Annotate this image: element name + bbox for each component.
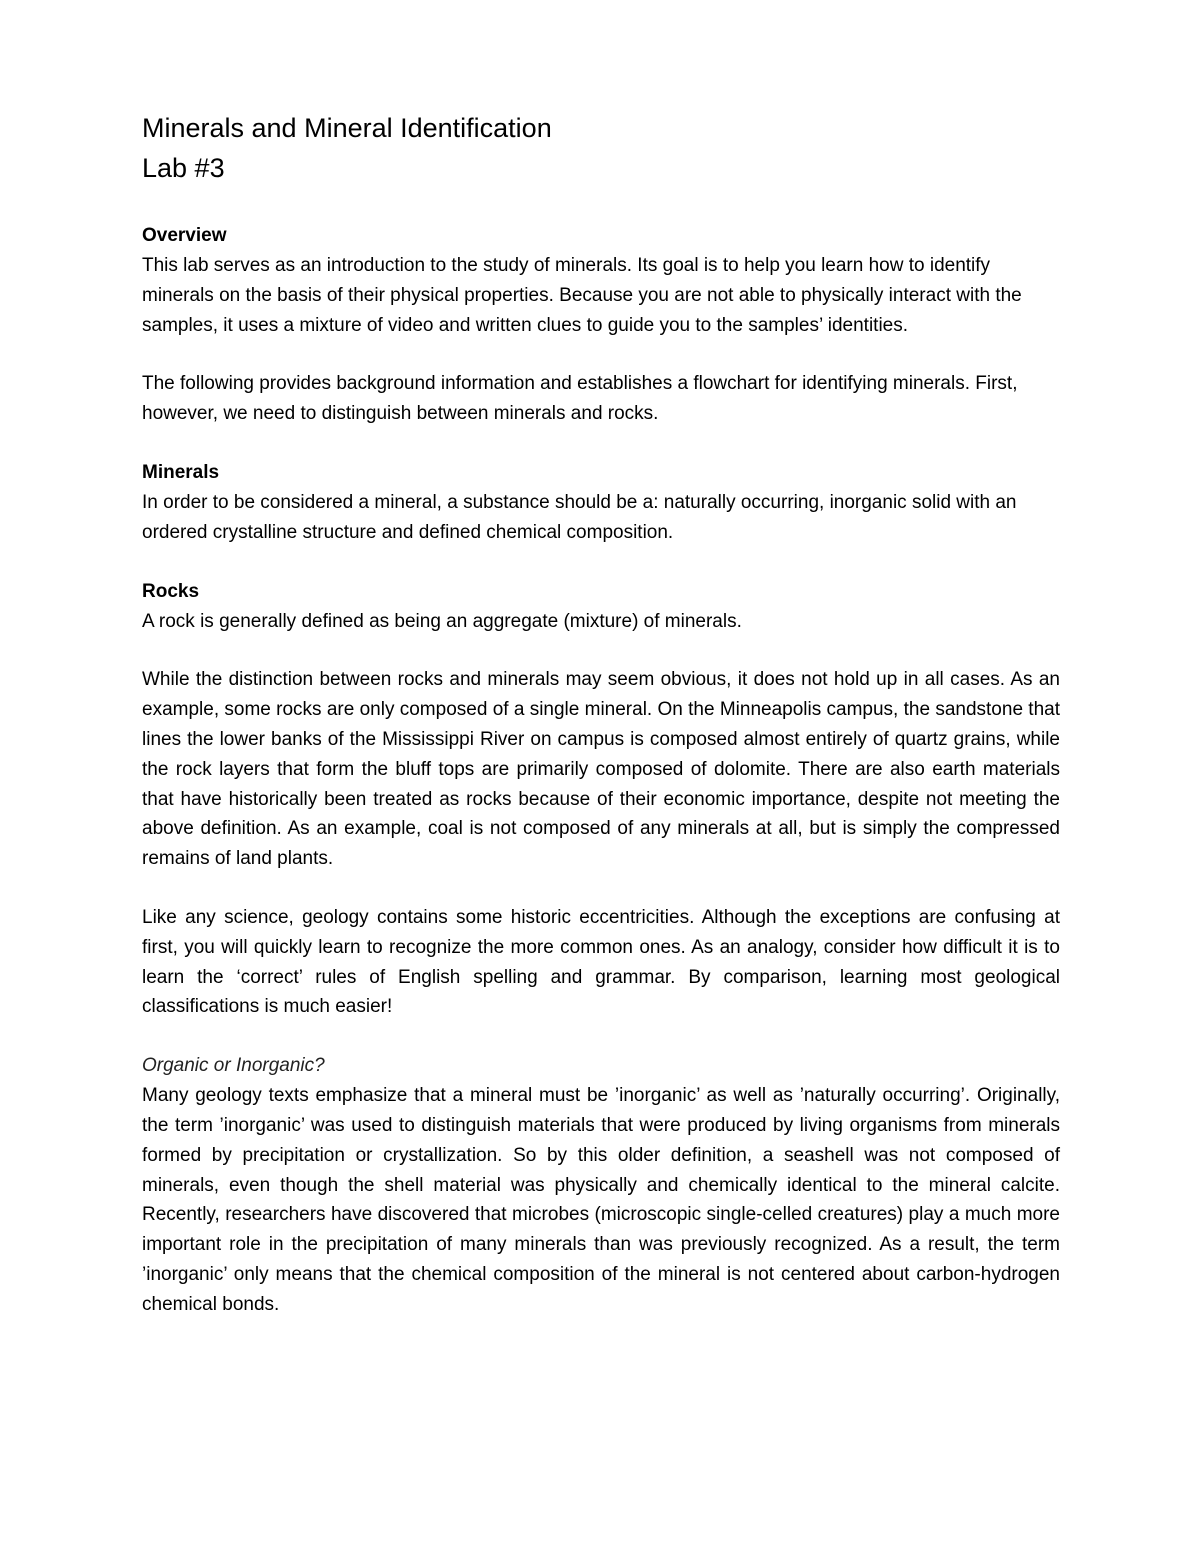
rocks-paragraph: A rock is generally defined as being an aggregate (mixture) of minerals.	[142, 610, 742, 632]
document-page	[142, 108, 1060, 1320]
minerals-heading: Minerals	[142, 461, 220, 483]
organic-paragraph: Many geology texts emphasize that a mineral must be ’inorganic’ as well as ’naturally occurring’. Originally, the term ’inorganic’ was used to distinguish materials that were produced by living organisms from minerals formed by precipitation or crystallization. So by this older definition, a seashell was not composed of minerals, even though the shell material was physically and chemically identical to the mineral calcite. Recently, researchers have discovered that microbes (microscopic single-celled creatures) play a much more important role in the precipitation of many minerals than was previously recognized. As a result, the term ’inorganic’ only means that the chemical composition of the mineral is not centered about carbon-hydrogen chemical bonds.	[142, 1085, 1060, 1315]
overview-paragraph: This lab serves as an introduction to the study of minerals. Its goal is to help you learn how to identify minerals on the basis of their physical properties. Because you are not able to physically interact with the samples, it uses a mixture of video and written clues to guide you to the samples’ identities.	[142, 255, 1022, 336]
organic-heading: Organic or Inorganic?	[142, 1055, 325, 1077]
following-paragraph: The following provides background information and establishes a flowchart for identifying minerals. First, however, we need to distinguish between minerals and rocks.	[142, 373, 1018, 425]
minerals-paragraph: In order to be considered a mineral, a substance should be a: naturally occurring, inorganic solid with an ordered crystalline structure and defined chemical composition.	[142, 491, 1017, 543]
rocks-heading: Rocks	[142, 580, 200, 602]
overview-heading: Overview	[142, 225, 227, 246]
document-title: Minerals and Mineral Identification	[142, 113, 552, 143]
distinction-paragraph: While the distinction between rocks and minerals may seem obvious, it does not hold up in all cases. As an example, some rocks are only composed of a single mineral. On the Minneapolis campus, the sandstone that lines the lower banks of the Mississippi River on campus is composed almost entirely of quartz grains, while the rock layers that form the bluff tops are primarily composed of dolomite. There are also earth materials that have historically been treated as rocks because of their economic importance, despite not meeting the above definition. As an example, coal is not composed of any minerals at all, but is simply the compressed remains of land plants.	[142, 669, 1060, 870]
eccentricities-paragraph: Like any science, geology contains some historic eccentricities. Although the exceptions are confusing at first, you will quickly learn to recognize the more common ones. As an analogy, consider how difficult it is to learn the ‘correct’ rules of English spelling and grammar. By comparison, learning most geological classifications is much easier!	[142, 906, 1060, 1018]
document-subtitle: Lab #3	[142, 153, 225, 183]
